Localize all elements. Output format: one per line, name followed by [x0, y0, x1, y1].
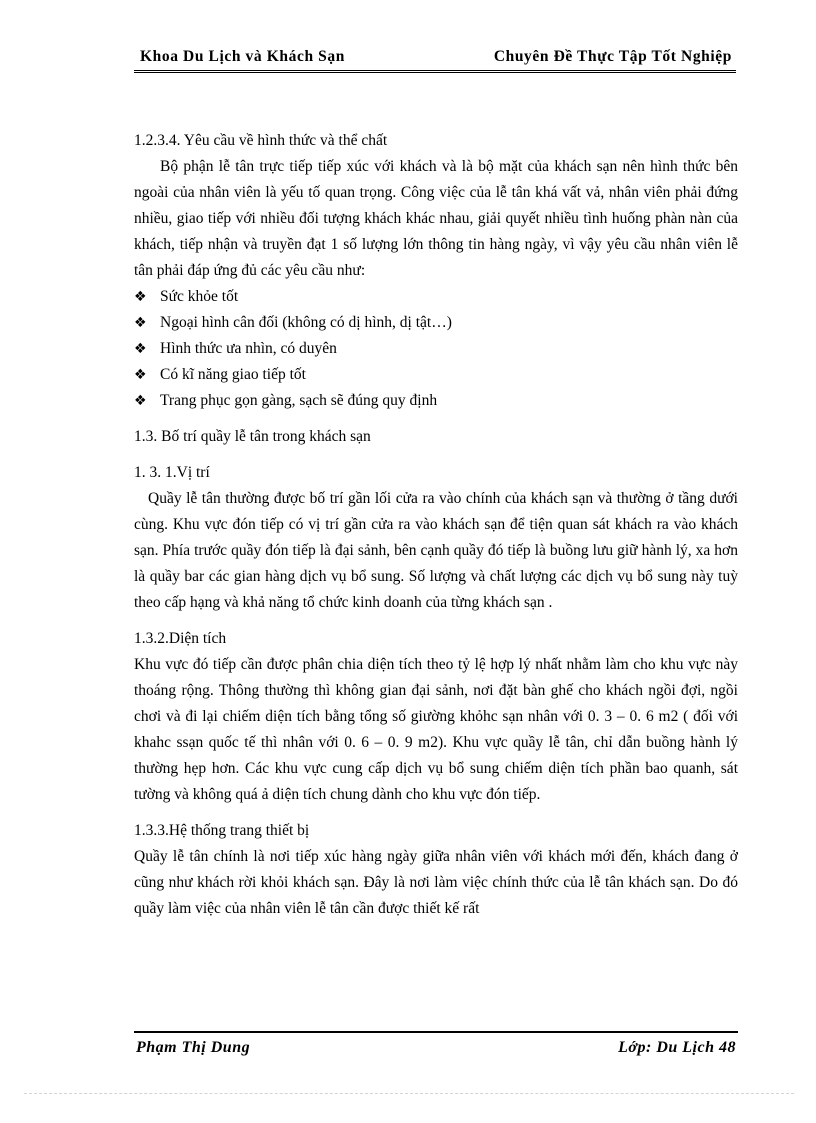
- requirements-list: [134, 284, 738, 414]
- document-body: [134, 128, 738, 922]
- diamond-bullet-icon: ❖: [134, 393, 147, 409]
- footer-class: Lớp: Du Lịch 48: [618, 1039, 736, 1056]
- page-footer: [134, 1031, 738, 1059]
- list-item: ❖ Ngoại hình cân đối (không có dị hình, dị tật…): [134, 310, 738, 336]
- heading-1-3-3: 1.3.3.Hệ thống trang thiết bị: [134, 822, 310, 839]
- list-item: ❖ Hình thức ưa nhìn, có duyên: [134, 336, 738, 362]
- page-edge-divider: [24, 1093, 794, 1094]
- list-item: ❖ Có kĩ năng giao tiếp tốt: [134, 362, 738, 388]
- heading-1-2-3-4: 1.2.3.4. Yêu cầu về hình thức và thể chất: [134, 132, 388, 149]
- list-item: ❖ Sức khỏe tốt: [134, 284, 738, 310]
- heading-1-3: 1.3. Bố trí quầy lễ tân trong khách sạn: [134, 428, 371, 445]
- page-header: [134, 48, 736, 73]
- list-item: ❖ Trang phục gọn gàng, sạch sẽ đúng quy định: [134, 388, 738, 414]
- footer-author: Phạm Thị Dung: [136, 1039, 251, 1056]
- diamond-bullet-icon: ❖: [134, 289, 147, 305]
- paragraph-location: Quầy lễ tân thường được bố trí gần lối cửa ra vào chính của khách sạn và thường ở tầng dưới cùng. Khu vực đón tiếp có vị trí gần cửa ra vào khách sạn để tiện quan sát khách ra vào khách sạn. Phía trước quầy đón tiếp là đại sảnh, bên cạnh quầy đó tiếp là buồng lưu giữ hành lý, xa hơn là quầy bar các gian hàng dịch vụ bổ sung. Số lượng và chất lượng các dịch vụ bổ sung này tuỳ theo cấp hạng và khả năng tổ chức kinh doanh của từng khách sạn .: [134, 490, 738, 611]
- paragraph-appearance-requirements: Bộ phận lễ tân trực tiếp tiếp xúc với khách và là bộ mặt của khách sạn nên hình thức bên ngoài của nhân viên là yếu tố quan trọng. Công việc của lễ tân khá vất vả, nhân viên phải đứng nhiều, giao tiếp với nhiều đối tượng khách khác nhau, giải quyết nhiều tình huống phàn nàn của khách, tiếp nhận và truyền đạt 1 số lượng lớn thông tin hàng ngày, vì vậy yêu cầu nhân viên lễ tân phải đáp ứng đủ các yêu cầu như:: [134, 158, 738, 279]
- paragraph-area: Khu vực đó tiếp cần được phân chia diện tích theo tỷ lệ hợp lý nhất nhằm làm cho khu vực này thoáng rộng. Thông thường thì không gian đại sảnh, nơi đặt bàn ghế cho khách ngồi đợi, ngồi chơi và đi lại chiếm diện tích bằng tổng số giường khỏhc sạn nhân với 0. 3 – 0. 6 m2 ( đối với khahc ssạn quốc tế thì nhân với 0. 6 – 0. 9 m2). Khu vực quầy lễ tân, chỉ dẫn buồng hành lý thường hẹp hơn. Các khu vực cung cấp dịch vụ bổ sung chiếm diện tích phần bao quanh, sát tường và không quá ả diện tích chung dành cho khu vực đón tiếp.: [134, 656, 738, 803]
- header-document-title: Chuyên Đề Thực Tập Tốt Nghiệp: [493, 48, 732, 65]
- diamond-bullet-icon: ❖: [134, 367, 147, 383]
- diamond-bullet-icon: ❖: [134, 341, 147, 357]
- paragraph-equipment: Quầy lễ tân chính là nơi tiếp xúc hàng ngày giữa nhân viên với khách mới đến, khách đang ở cũng như khách rời khỏi khách sạn. Đây là nơi làm việc chính thức của lễ tân khách sạn. Do đó quầy làm việc của nhân viên lễ tân cần được thiết kế rất: [134, 848, 738, 917]
- heading-1-3-1: 1. 3. 1.Vị trí: [134, 464, 210, 481]
- heading-1-3-2: 1.3.2.Diện tích: [134, 630, 227, 647]
- diamond-bullet-icon: ❖: [134, 315, 147, 331]
- header-department: Khoa Du Lịch và Khách Sạn: [140, 48, 345, 65]
